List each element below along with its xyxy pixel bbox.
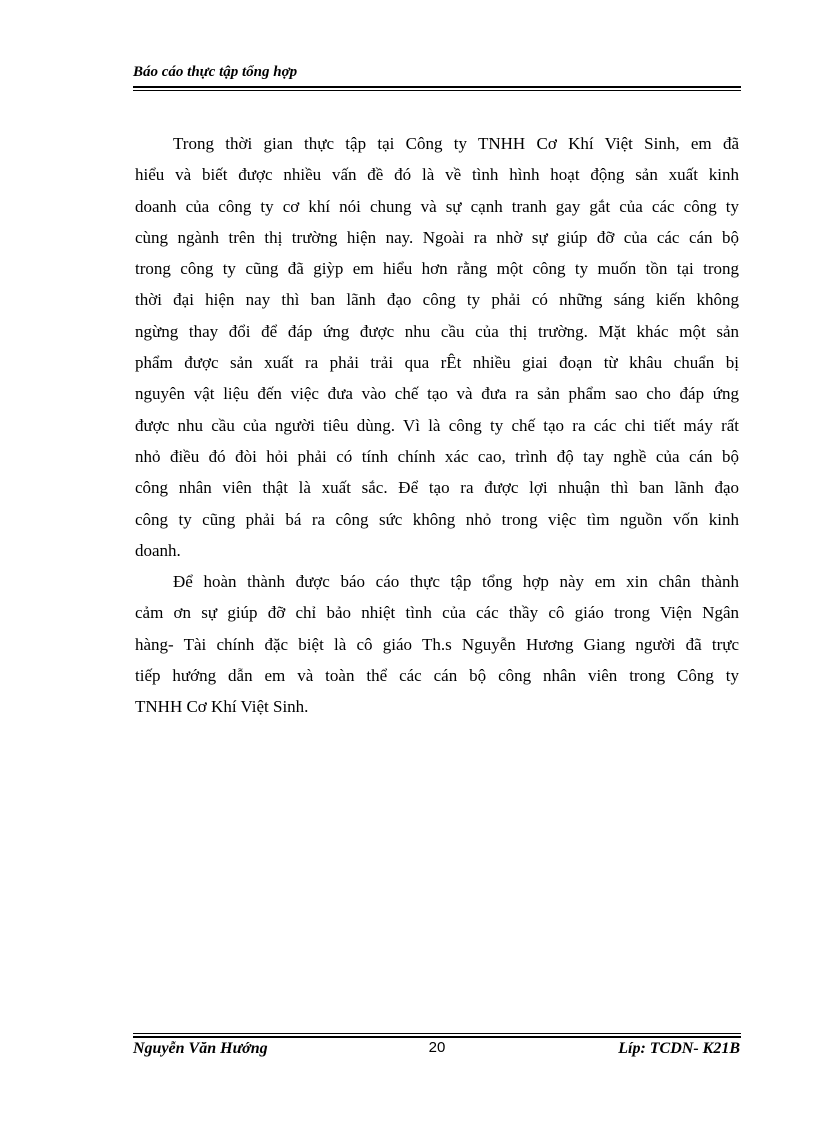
- header-rule-thin: [133, 90, 741, 91]
- text-line: hàng- Tài chính đặc biệt là cô giáo Th.s Nguyễn Hương Giang người đã trực: [135, 634, 739, 654]
- text-line: doanh của công ty cơ khí nói chung và sự cạnh tranh gay gắt của các công ty: [135, 196, 739, 216]
- text-line: doanh.: [135, 540, 181, 560]
- text-line: Trong thời gian thực tập tại Công ty TNHH Cơ Khí Việt Sinh, em đã: [173, 134, 739, 153]
- text-line: trong công ty cũng đã giỳp em hiểu hơn rằng một công ty muốn tồn tại trong: [135, 259, 739, 279]
- text-line: nhỏ điều đó đòi hỏi phải có tính chính xác cao, trình độ tay nghề của cán bộ: [135, 446, 739, 466]
- text-line: được nhu cầu của người tiêu dùng. Vì là công ty chế tạo ra các chi tiết máy rất: [135, 415, 739, 435]
- text-line: phẩm được sản xuất ra phải trải qua rÊt nhiều giai đoạn từ khâu chuẩn bị: [135, 353, 739, 373]
- text-line: nguyên vật liệu đến việc đưa vào chế tạo và đưa ra sản phẩm sao cho đáp ứng: [135, 384, 739, 404]
- text-line: công ty cũng phải bá ra công sức không nhỏ trong việc tìm nguồn vốn kinh: [135, 509, 739, 529]
- footer-rule-thin: [133, 1033, 741, 1034]
- text-line: thời đại hiện nay thì ban lãnh đạo công ty phải có những sáng kiến không: [135, 290, 739, 310]
- page-number: 20: [428, 1039, 446, 1056]
- paragraph-1: [135, 128, 739, 566]
- body-text: [135, 128, 739, 723]
- text-line: công nhân viên thật là xuất sắc. Để tạo ra được lợi nhuận thì ban lãnh đạo: [135, 478, 739, 498]
- text-line: tiếp hướng dẫn em và toàn thể các cán bộ công nhân viên trong Công ty: [135, 666, 739, 686]
- header-title: Báo cáo thực tập tổng hợp: [133, 64, 298, 80]
- footer-author: Nguyễn Văn Hướng: [133, 1040, 268, 1057]
- footer-rule-thick: [133, 1036, 741, 1038]
- text-line: cùng ngành trên thị trường hiện nay. Ngoài ra nhờ sự giúp đỡ của các cán bộ: [135, 227, 739, 247]
- paragraph-2: [135, 566, 739, 722]
- text-line: TNHH Cơ Khí Việt Sinh.: [135, 697, 309, 717]
- header-rule-thick: [133, 86, 741, 88]
- text-line: Để hoàn thành được báo cáo thực tập tổng hợp này em xin chân thành: [173, 572, 739, 592]
- text-line: ngừng thay đổi để đáp ứng được nhu cầu của thị trường. Mặt khác một sản: [135, 321, 739, 341]
- text-line: cảm ơn sự giúp đỡ chỉ bảo nhiệt tình của các thầy cô giáo trong Viện Ngân: [135, 603, 739, 623]
- footer-class-label: Líp: TCDN- K21B: [618, 1040, 740, 1057]
- text-line: hiểu và biết được nhiều vấn đề đó là về tình hình hoạt động sản xuất kinh: [135, 165, 739, 185]
